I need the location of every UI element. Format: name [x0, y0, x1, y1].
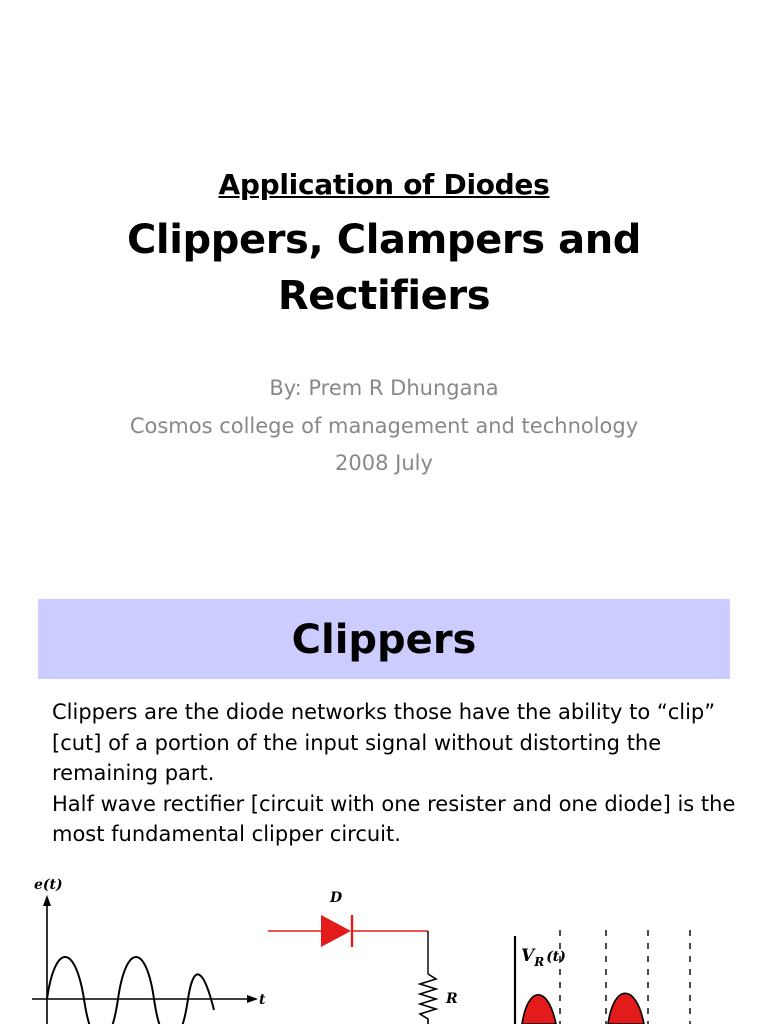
diode-icon	[321, 915, 351, 947]
input-axis-label: e(t)	[34, 877, 63, 893]
half-wave-pulse-1	[522, 995, 556, 1024]
date: 2008 July	[335, 451, 433, 475]
clipper-circuit	[268, 890, 458, 1024]
body-text	[52, 697, 742, 850]
clipper-figure	[0, 870, 768, 1024]
author: By: Prem R Dhungana	[269, 376, 499, 400]
sine-wave	[47, 957, 214, 1024]
title-banner	[38, 599, 730, 679]
input-waveform-plot	[32, 877, 266, 1024]
half-wave-pulse-2	[608, 993, 644, 1024]
output-axis-label: $V_R$ $^{(t)}$	[521, 946, 566, 969]
x-axis-arrow-icon	[247, 995, 258, 1003]
diode-label: D	[330, 890, 343, 906]
output-waveform-plot	[515, 930, 690, 1024]
byline	[0, 370, 768, 483]
clipper-diagram	[0, 870, 768, 1024]
slide-title-line-2: Rectifiers	[277, 273, 491, 319]
paragraph-half-wave: Half wave rectifier [circuit with one resister and one diode] is the most fundamental clipper circuit.	[52, 791, 736, 846]
slide-title	[0, 212, 768, 324]
slide-title-line-1: Clippers, Clampers and	[126, 217, 642, 263]
resistor-icon	[420, 974, 436, 1024]
slide-subtitle: Application of Diodes	[218, 168, 550, 201]
banner-title: Clippers	[291, 617, 477, 663]
clippers-slide	[0, 580, 768, 1024]
institution: Cosmos college of management and technology	[129, 413, 639, 438]
resistor-label: R	[446, 991, 458, 1007]
y-axis-arrow-icon	[43, 895, 51, 906]
paragraph-clip-definition: Clippers are the diode networks those have the ability to “clip” [cut] of a portion of the input signal without distorting the remaining part.	[52, 700, 716, 785]
time-axis-label: t	[259, 992, 266, 1008]
